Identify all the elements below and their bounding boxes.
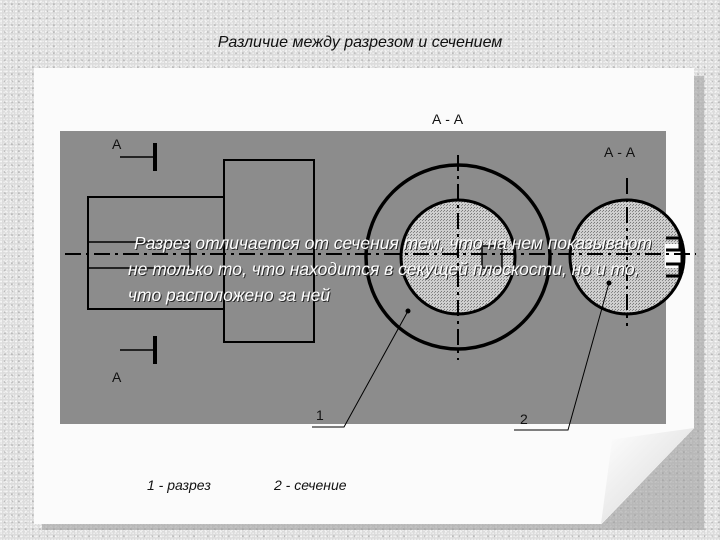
cut-view-title: А - А	[432, 111, 464, 127]
section-mark-bottom-label: А	[112, 369, 122, 385]
legend-item-section: 2 - сечение	[274, 477, 347, 493]
slide-title: Различие между разрезом и сечением	[217, 34, 503, 51]
legend-item-cut: 1 - разрез	[147, 477, 211, 493]
section-mark-top-label: А	[112, 136, 122, 152]
callout-2-label: 2	[520, 411, 528, 427]
definition-text: Разрез отличается от сечения тем, что на нем показывают не только то, что находится в секущей плоскости, но и то, что расположено за ней	[128, 233, 652, 305]
section-view-title: А - А	[604, 144, 636, 160]
callout-1-label: 1	[316, 407, 324, 423]
